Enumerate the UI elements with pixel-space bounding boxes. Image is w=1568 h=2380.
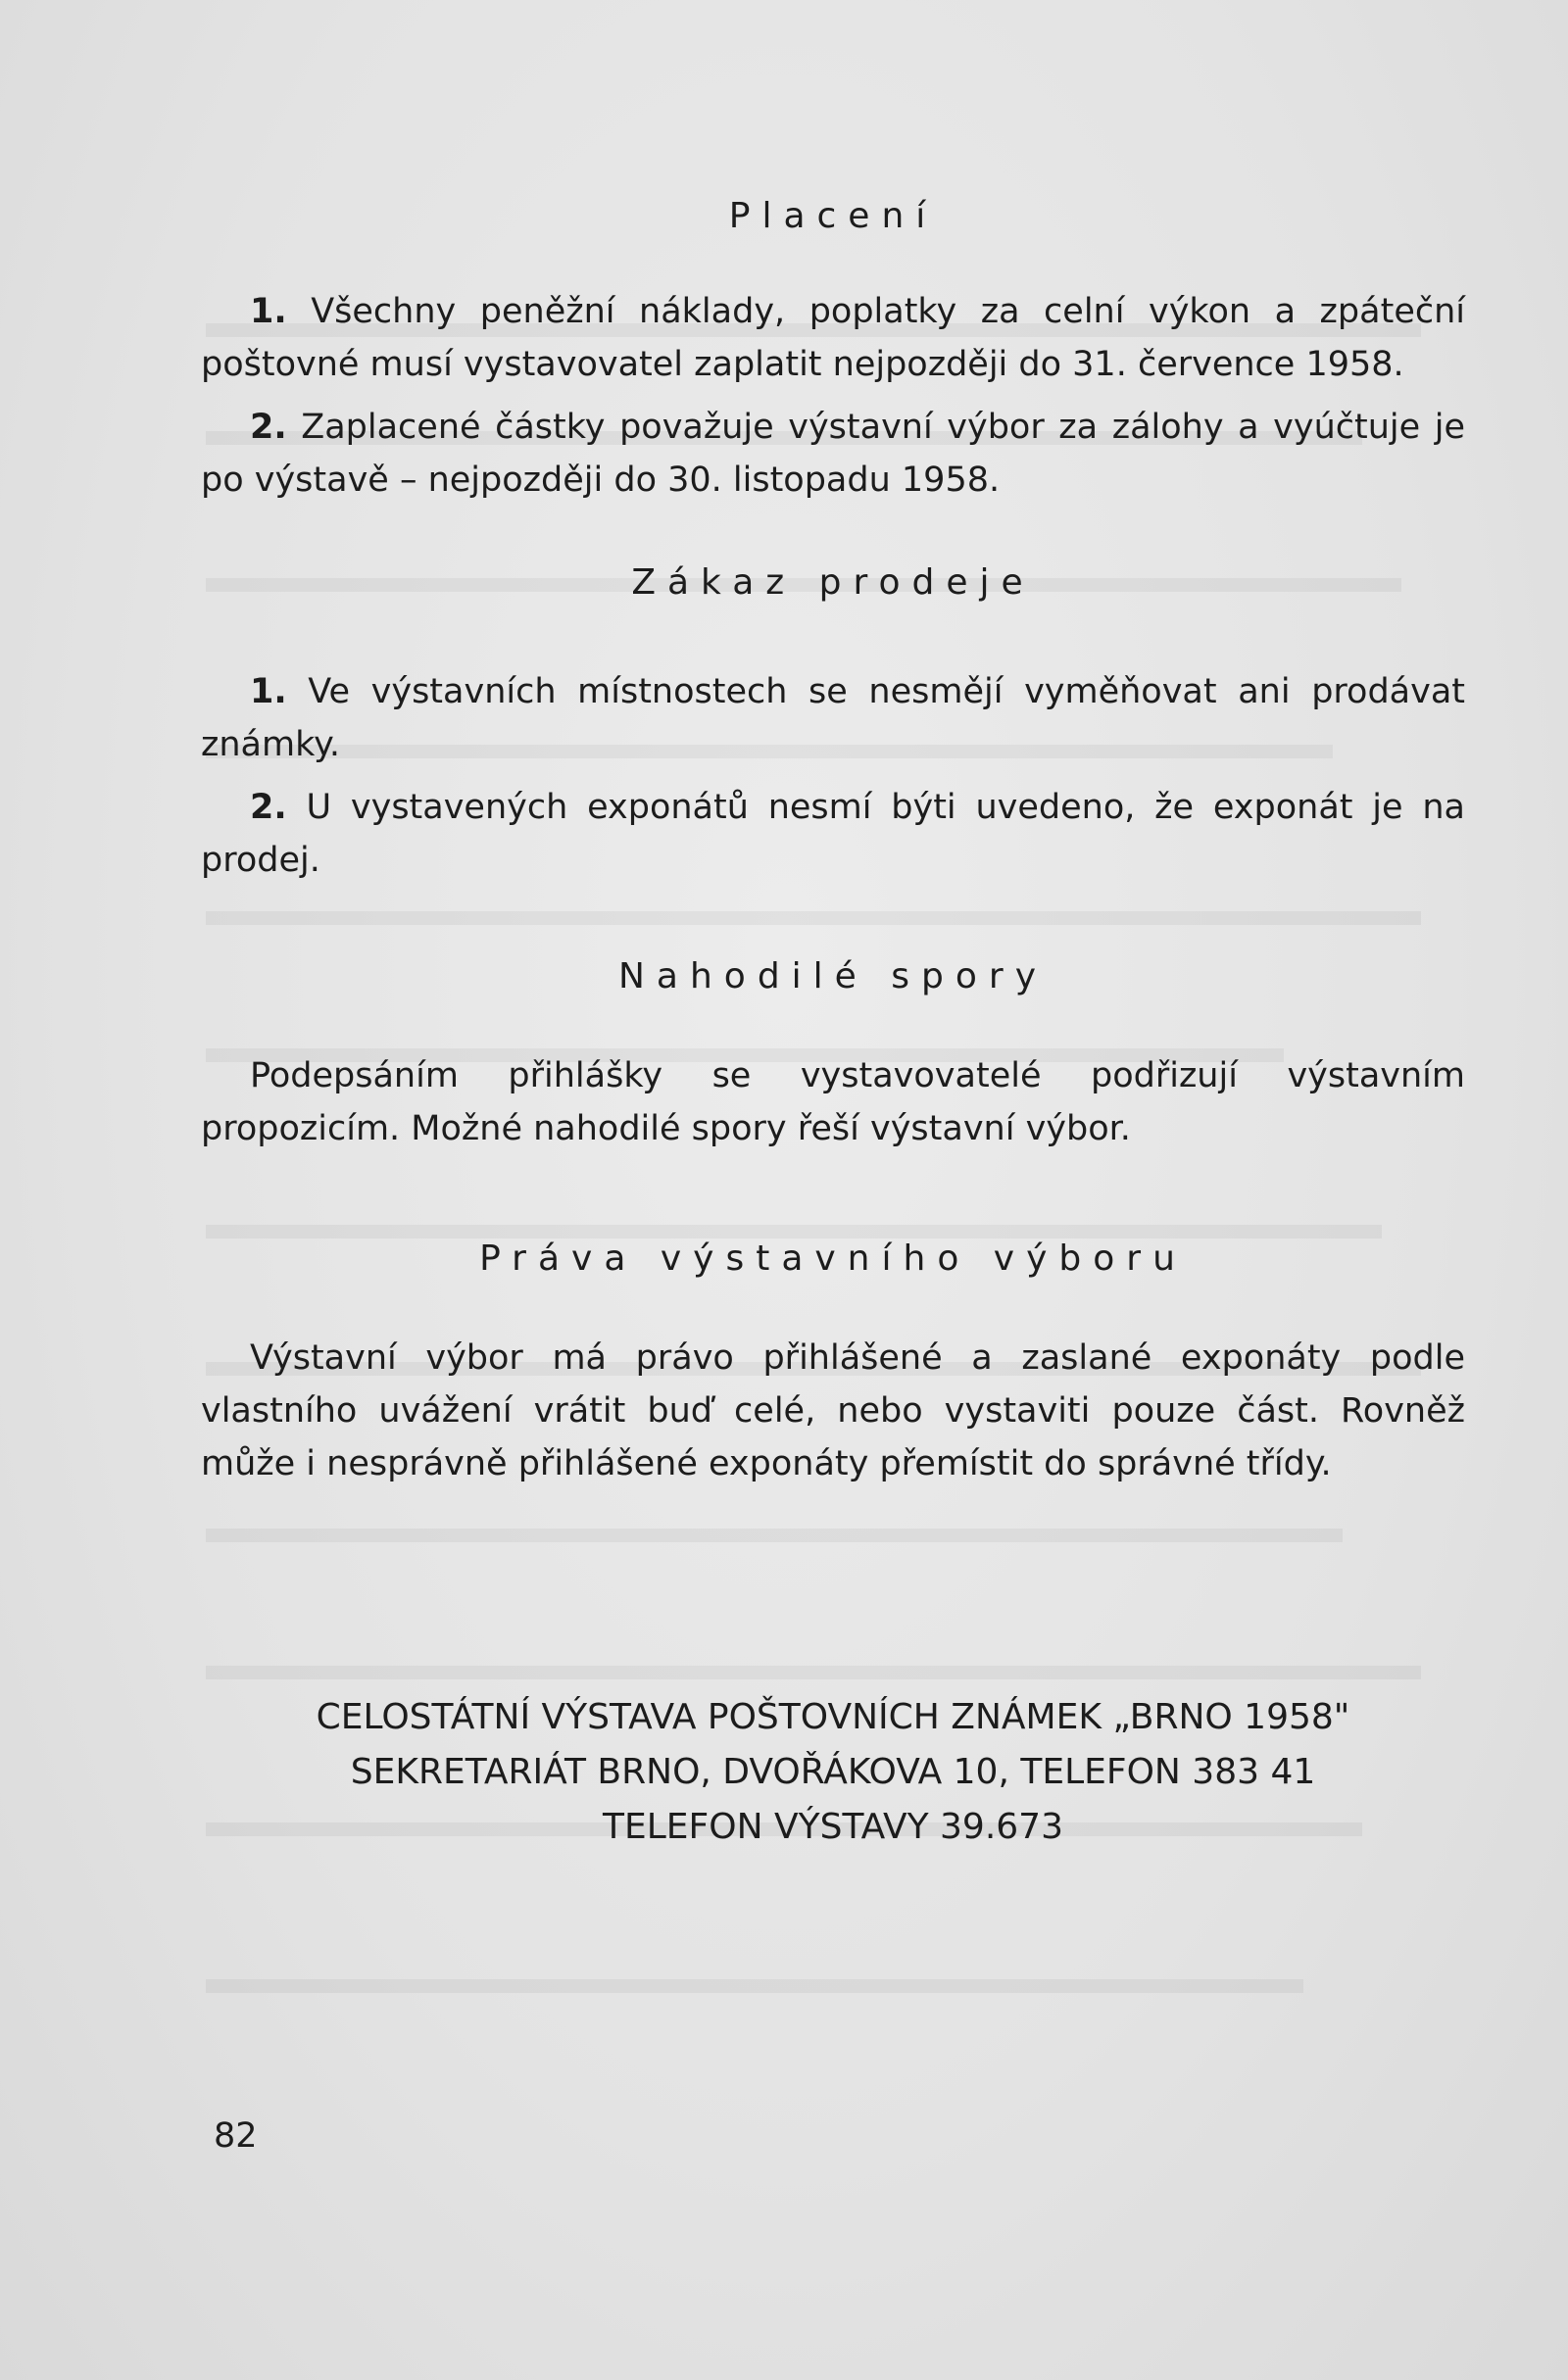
item-text: Zaplacené částky považuje výstavní výbor za zálohy a vyúčtuje je po výstavě – nejpozději do 30. listopadu 1958. — [201, 408, 1465, 500]
section-heading: Práva výstavního výboru — [479, 1239, 1187, 1279]
address-line-2: SEKRETARIÁT BRNO, DVOŘÁKOVA 10, TELEFON 383 41 — [350, 1752, 1316, 1792]
section-placeni — [201, 191, 1465, 507]
address-line-3: TELEFON VÝSTAVY 39.673 — [603, 1807, 1063, 1847]
section-heading: Zákaz prodeje — [631, 562, 1035, 603]
address-line-1: CELOSTÁTNÍ VÝSTAVA POŠTOVNÍCH ZNÁMEK „BRNO 1958" — [316, 1697, 1350, 1737]
paragraph-item — [201, 665, 1465, 771]
section-zakaz-prodeje — [201, 558, 1465, 887]
document-body — [201, 191, 1465, 1855]
item-number: 1. — [250, 672, 287, 711]
paragraph-item — [201, 781, 1465, 887]
section-paragraph: Výstavní výbor má právo přihlášené a zaslané exponáty podle vlastního uvážení vrátit buď celé, nebo vystaviti pouze část. Rovněž může i nesprávně přihlášené exponáty přemístit do správné třídy. — [201, 1338, 1465, 1483]
section-paragraph: Podepsáním přihlášky se vystavovatelé podřizují výstavním propozicím. Možné nahodilé spory řeší výstavní výbor. — [201, 1056, 1465, 1148]
section-heading: Placení — [728, 196, 938, 236]
item-number: 2. — [250, 788, 287, 827]
section-prava-vyboru — [201, 1234, 1465, 1490]
section-nahodile-spory — [201, 951, 1465, 1155]
paragraph-item — [201, 285, 1465, 391]
paragraph-item — [201, 401, 1465, 507]
item-text: Ve výstavních místnostech se nesmějí vyměňovat ani prodávat známky. — [201, 672, 1465, 764]
item-number: 2. — [250, 408, 287, 447]
page-number: 82 — [214, 2116, 258, 2156]
item-text: Všechny peněžní náklady, poplatky za celní výkon a zpáteční poštovné musí vystavovatel zaplatit nejpozději do 31. července 1958. — [201, 292, 1465, 384]
item-text: U vystavených exponátů nesmí býti uvedeno, že exponát je na prodej. — [201, 788, 1465, 880]
address-block — [201, 1690, 1465, 1855]
item-number: 1. — [250, 292, 287, 331]
section-heading: Nahodilé spory — [617, 956, 1049, 996]
